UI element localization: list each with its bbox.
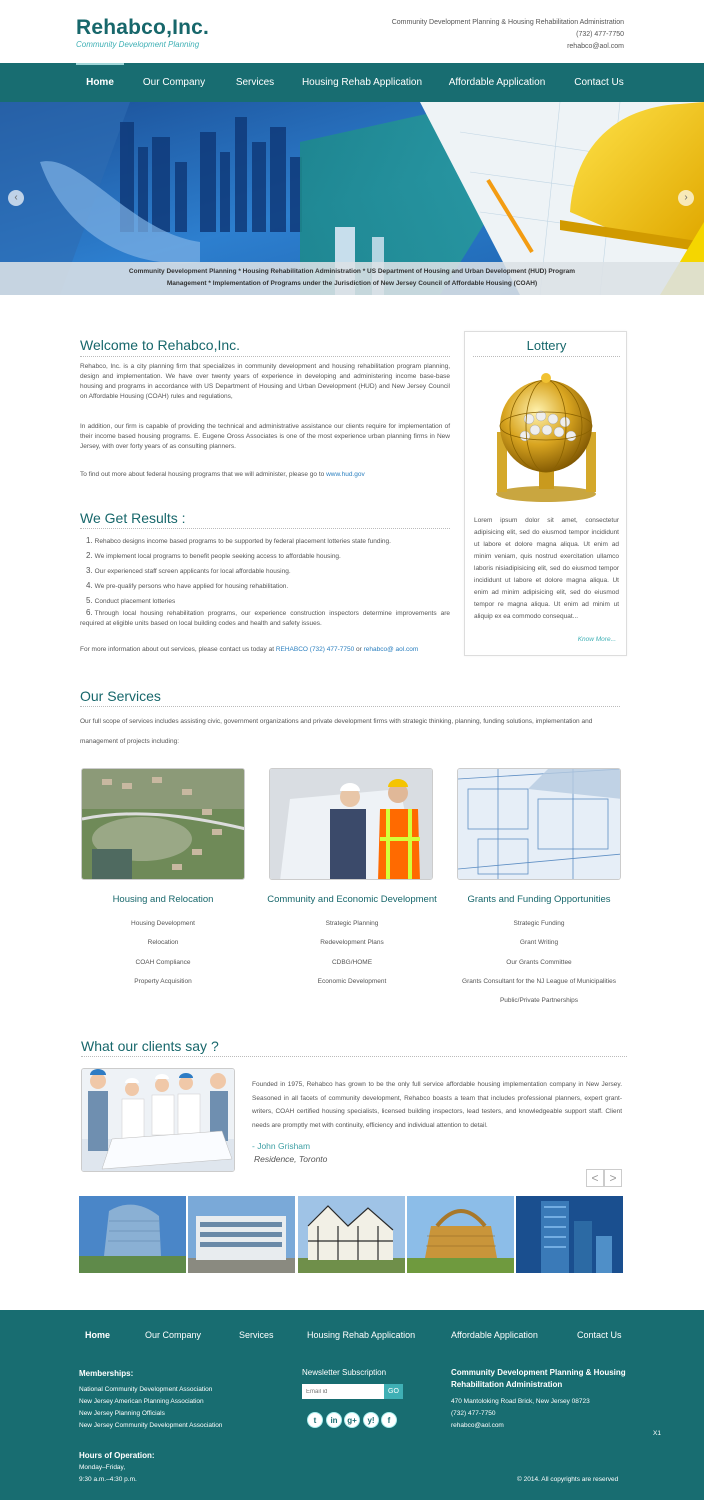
banner-caption-line: Community Development Planning * Housing Rehabilitation Administration * US Department of Housing and Urban Development (HUD) Program: [128, 268, 576, 275]
membership-item: New Jersey Community Development Association: [79, 1422, 223, 1429]
footer-phone: (732) 477-7750: [451, 1410, 496, 1417]
gallery-image[interactable]: [407, 1196, 514, 1273]
gallery-image[interactable]: [188, 1196, 295, 1273]
list-item: 6. Through local housing rehabilitation programs, our experience construction inspectors determine improvements are required at eligible units based on local building codes and health and safety issues.: [80, 608, 450, 627]
service-column-title: Grants and Funding Opportunities: [467, 894, 611, 905]
service-item: Grants Consultant for the NJ League of Municipalities: [462, 977, 616, 985]
membership-item: New Jersey Planning Officials: [79, 1410, 165, 1417]
service-column-title: Community and Economic Development: [267, 894, 437, 905]
banner-next-arrow[interactable]: ›: [678, 190, 694, 206]
testimonial-prev-button[interactable]: <: [586, 1169, 604, 1187]
nav-home[interactable]: Home: [76, 63, 124, 102]
membership-item: National Community Development Association: [79, 1386, 213, 1393]
site-logo[interactable]: Rehabco,Inc.: [76, 16, 210, 39]
memberships-list: [79, 1384, 222, 1432]
nav-contact-us[interactable]: Contact Us: [574, 77, 624, 88]
list-item: 2. We implement local programs to benefit people seeking access to affordable housing.: [86, 551, 341, 560]
service-item: Our Grants Committee: [506, 958, 572, 966]
service-item: COAH Compliance: [135, 958, 191, 966]
copyright: © 2014. All copyrights are reserved: [517, 1476, 619, 1483]
results-contact-line: For more information about out services, please contact us today at REHABCO (732) 477-7750 or rehabco@ aol.com: [80, 646, 419, 653]
service-item: Public/Private Partnerships: [499, 997, 579, 1005]
footer-nav-housing-rehab-application[interactable]: Housing Rehab Application: [307, 1330, 416, 1340]
footer-address: 470 Mantoloking Road Brick, New Jersey 08723: [451, 1398, 590, 1405]
footer-x1-label: X1: [653, 1430, 661, 1437]
divider: [80, 528, 450, 529]
header: [0, 0, 704, 63]
header-contact-info: [392, 17, 624, 53]
nav-services[interactable]: Services: [235, 77, 275, 88]
services-title: Our Services: [80, 688, 161, 704]
hud-text: To find out more about federal housing programs that we will administer, please go to: [80, 471, 327, 478]
service-item: Strategic Planning: [325, 920, 379, 927]
service-image-housing: [81, 768, 245, 880]
footer-nav-affordable-application[interactable]: Affordable Application: [451, 1330, 538, 1340]
lottery-text: Lorem ipsum dolor sit amet, consectetur adipisicing elit, sed do eiusmod tempor incididunt ut labore et dolore magna aliqua. Ut enim ad minim veniam, quis nostrud exercitation ullamco laboris nisiadipisicing elit, sed do eiusmod tempor incididunt ut labore et dolore magna aliqua. Ut enim ad minim adipisicing elit, sed do eiusmod tempor re magna aliqua. Ut enim ad minim ut aliquip ex ea commodo consequat...: [474, 517, 619, 620]
gallery-image[interactable]: [298, 1196, 405, 1273]
footer-nav-our-company[interactable]: Our Company: [145, 1330, 202, 1340]
divider: [80, 706, 620, 707]
footer-nav-services[interactable]: Services: [239, 1330, 274, 1340]
welcome-title: Welcome to Rehabco,Inc.: [80, 337, 241, 353]
facebook-icon[interactable]: f: [381, 1412, 397, 1428]
divider: [81, 1056, 627, 1057]
service-column-community: [262, 892, 442, 991]
hero-banner: [0, 102, 704, 295]
twitter-icon[interactable]: t: [307, 1412, 323, 1428]
contact-email-link[interactable]: rehabco@ aol.com: [363, 646, 419, 653]
banner-prev-arrow[interactable]: ‹: [8, 190, 24, 206]
service-image-community: [269, 768, 433, 880]
service-item: CDBG/HOME: [331, 958, 373, 966]
service-column-title: Housing and Relocation: [112, 894, 214, 905]
divider: [473, 356, 620, 357]
newsletter-email-input[interactable]: [302, 1384, 384, 1399]
hours-title: Hours of Operation:: [79, 1451, 155, 1460]
testimonial-location: Residence, Toronto: [254, 1154, 328, 1164]
welcome-hud-line: [80, 470, 450, 480]
welcome-paragraph: In addition, our firm is capable of providing the technical and administrative assistance our clients require for implementation of their income based housing programs. E. Eugene Oross Associates is one of the most experience urban planning firms in New Jersey, with over forty years of as consulting planners.: [80, 423, 450, 450]
lottery-cage-image: [489, 364, 604, 504]
service-item: Housing Development: [131, 920, 195, 927]
service-column-housing: [73, 892, 253, 991]
gallery-image[interactable]: [79, 1196, 186, 1273]
membership-item: New Jersey American Planning Association: [79, 1398, 204, 1405]
list-item: 4. We pre-qualify persons who have applied for housing rehabilitation.: [86, 581, 289, 590]
service-item: Property Acquisition: [134, 977, 192, 985]
banner-caption-line: Management * Implementation of Programs under the Jurisdiction of New Jersey Council of Affordable Housing (COAH): [166, 280, 538, 287]
hud-link[interactable]: www.hud.gov: [326, 471, 365, 478]
newsletter-title: Newsletter Subscription: [302, 1368, 387, 1377]
header-email[interactable]: rehabco@aol.com: [567, 43, 624, 50]
lottery-title: Lottery: [526, 338, 567, 353]
nav-our-company[interactable]: Our Company: [142, 77, 206, 88]
site-tagline: Community Development Planning: [76, 40, 200, 49]
list-item: 3. Our experienced staff screen applicants for local affordable housing.: [86, 566, 291, 575]
service-column-grants: [444, 892, 634, 1010]
service-image-grants: [457, 768, 621, 880]
lottery-know-more-link[interactable]: Know More...: [577, 636, 616, 643]
list-item: 5. Conduct placement lotteries: [86, 596, 176, 605]
footer-nav-home[interactable]: Home: [85, 1330, 111, 1340]
lottery-card: [464, 331, 627, 656]
list-item: 1. Rehabco designs income based programs to be supported by federal placement lotteries state funding.: [86, 536, 391, 545]
testimonial-text: Founded in 1975, Rehabco has grown to be the only full service affordable housing implementation company in New Jersey. Seasoned in all facets of community development, Rehabco boasts a team that includes professional planners, expert grant-writers, COAH certified housing specialists, licensed building inspectors, lead testers, and knowledgeable support staff. Client needs are promptly met with continuity, efficiency and individual attention to detail.: [252, 1081, 622, 1129]
results-title: We Get Results :: [80, 510, 186, 526]
services-intro: Our full scope of services includes assisting civic, government organizations and private development firms with strategic thinking, planning, funding solutions, implementation and management of projects including:: [80, 718, 593, 745]
nav-affordable-application[interactable]: Affordable Application: [448, 77, 546, 88]
hours-days: Monday–Friday,: [79, 1464, 126, 1471]
testimonial-author: - John Grisham: [252, 1141, 311, 1151]
banner-caption: [0, 262, 704, 295]
contact-phone-link[interactable]: REHABCO (732) 477-7750: [275, 646, 355, 653]
footer-contact-title: Community Development Planning & Housing Rehabilitation Administration: [451, 1368, 626, 1389]
linkedin-icon[interactable]: in: [326, 1412, 342, 1428]
gallery-image[interactable]: [516, 1196, 623, 1273]
header-phone: (732) 477-7750: [576, 31, 624, 38]
results-list: [80, 533, 450, 608]
newsletter-go-button[interactable]: GO: [384, 1384, 403, 1399]
divider: [80, 356, 450, 357]
service-item: Economic Development: [317, 977, 387, 985]
footer-email[interactable]: rehabco@aol.com: [451, 1422, 504, 1429]
welcome-paragraph: Rehabco, Inc. is a city planning firm that specializes in community development and housing rehabilitation program planning, design and implementation. We have over twenty years of experience in developing and administering income base-base housing and programs in accordance with US Department of Housing and Urban Development (HUD) and New Jersey Council on Affordable Housing (COAH) rules and regulations,: [80, 363, 450, 400]
clients-title: What our clients say ?: [81, 1038, 219, 1054]
client-team-image: [81, 1068, 235, 1172]
google-plus-icon[interactable]: g+: [344, 1412, 360, 1428]
service-item: Grant Writing: [519, 939, 559, 947]
yahoo-icon[interactable]: y!: [363, 1412, 379, 1428]
nav-housing-rehab-application[interactable]: Housing Rehab Application: [301, 77, 423, 88]
service-item: Strategic Funding: [513, 920, 565, 927]
footer-nav-contact-us[interactable]: Contact Us: [577, 1330, 622, 1340]
testimonial-next-button[interactable]: >: [604, 1169, 622, 1187]
service-item: Relocation: [147, 939, 179, 947]
memberships-title: Memberships:: [79, 1369, 134, 1378]
header-info-line: Community Development Planning & Housing Rehabilitation Administration: [391, 19, 624, 26]
hours-time: 9:30 a.m.–4:30 p.m.: [79, 1476, 137, 1483]
main-nav: [0, 63, 704, 102]
hours-details: [79, 1462, 137, 1486]
service-item: Redevelopment Plans: [320, 939, 384, 947]
footer-contact-details: [451, 1396, 590, 1432]
